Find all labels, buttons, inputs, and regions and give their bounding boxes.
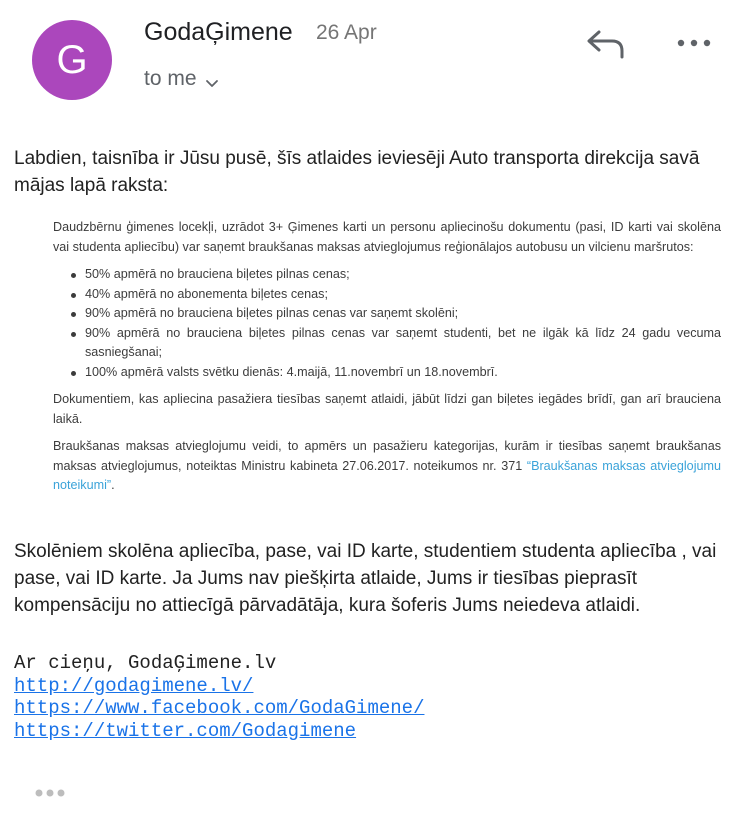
email-signature <box>14 652 424 742</box>
email-intro-paragraph: Labdien, taisnība ir Jūsu pusē, šīs atlaides ieviesēji Auto transporta direkcija savā mājas lapā raksta: <box>14 148 700 196</box>
quote-paragraph-3-end: . <box>111 478 115 492</box>
email-body-paragraph-2: Skolēniem skolēna apliecība, pase, vai ID karte, studentiem studenta apliecība , vai pase, vai ID karte. Ja Jums nav piešķirta atlaide, Jums ir tiesības pieprasīt kompensāciju no attiecīgā pārvadātāja, kura šoferis Jums neiedeva atlaidi. <box>14 541 717 616</box>
list-item: 90% apmērā no brauciena biļetes pilnas cenas var saņemt skolēni; <box>75 304 721 324</box>
quote-paragraph-3 <box>53 437 721 496</box>
signature-regards: Ar cieņu, GodaĢimene.lv <box>14 652 277 674</box>
ellipsis-icon <box>34 787 70 799</box>
list-item: 100% apmērā valsts svētku dienās: 4.maijā, 11.novembrī un 18.novembrī. <box>75 363 721 383</box>
recipient-label: to me <box>144 67 197 90</box>
quote-paragraph-1: Daudzbērnu ģimenes locekļi, uzrādot 3+ Ģimenes karti un personu apliecinošu dokumentu (pasi, ID karti vai skolēna vai studenta apliecību) var saņemt braukšanas maksas atvieglojumus reģionālajos autobusu un vilcienu maršrutos: <box>53 220 721 254</box>
discount-list <box>53 265 721 382</box>
list-item: 50% apmērā no brauciena biļetes pilnas cenas; <box>75 265 721 285</box>
show-trimmed-content-button[interactable] <box>34 786 70 798</box>
more-options-button[interactable] <box>676 36 712 50</box>
signature-link-facebook[interactable]: https://www.facebook.com/GodaGimene/ <box>14 697 425 719</box>
quote-paragraph-3-text: Braukšanas maksas atvieglojumu veidi, to apmērs un pasažieru kategorijas, kurām ir tiesības saņemt braukšanas maksas atvieglojumus, noteiktas Ministru kabineta 27.06.2017. noteikumos nr. 371 <box>53 439 721 473</box>
list-item: 90% apmērā no brauciena biļetes pilnas cenas var saņemt studenti, bet ne ilgāk kā līdz 24 gadu vecuma sasniegšanai; <box>75 324 721 363</box>
list-item: 40% apmērā no abonementa biļetes cenas; <box>75 285 721 305</box>
avatar-letter: G <box>56 37 88 82</box>
sender-name[interactable]: GodaĢimene <box>144 18 293 46</box>
chevron-down-icon <box>205 72 219 86</box>
quoted-excerpt <box>53 218 721 504</box>
email-date: 26 Apr <box>316 21 377 44</box>
more-horizontal-icon <box>676 36 712 50</box>
signature-link-website[interactable]: http://godagimene.lv/ <box>14 674 254 697</box>
reply-button[interactable] <box>586 28 626 60</box>
signature-link-twitter[interactable]: https://twitter.com/Godagimene <box>14 719 357 742</box>
regulations-link[interactable]: “Braukšanas maksas atvieglojumu noteikumi” <box>53 458 721 492</box>
recipient-details-toggle[interactable] <box>144 67 219 91</box>
reply-icon <box>586 28 626 60</box>
quote-paragraph-2: Dokumentiem, kas apliecina pasažiera tiesības saņemt atlaidi, jābūt līdzi gan biļetes iegādes brīdī, gan arī brauciena laikā. <box>53 392 721 426</box>
sender-avatar[interactable] <box>32 20 112 100</box>
